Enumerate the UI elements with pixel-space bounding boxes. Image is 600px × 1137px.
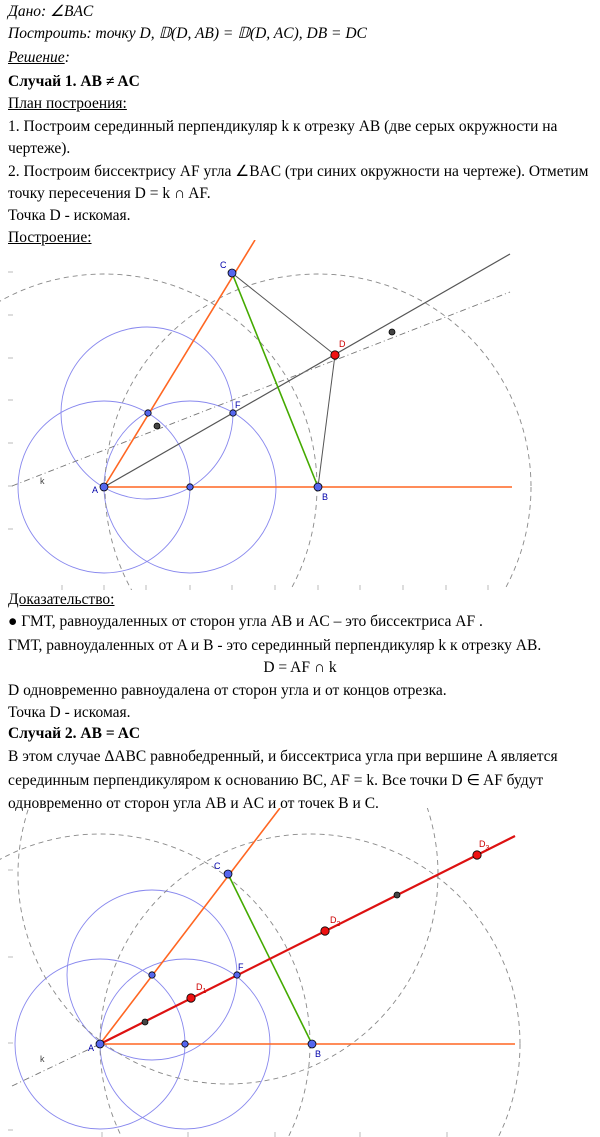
label-d3-sub: 3 — [485, 845, 490, 852]
point-a-1 — [100, 483, 108, 491]
label-d1-sub: 1 — [202, 988, 207, 995]
label-f-1: F — [235, 400, 241, 410]
point-d1-2 — [187, 994, 195, 1002]
solution-label: Решение — [8, 49, 65, 66]
point-c-2 — [224, 870, 232, 878]
point-mid-1 — [187, 484, 193, 490]
proof-line-3: D = AF ∩ k — [263, 659, 337, 676]
point-b-1 — [314, 483, 322, 491]
point-d-1 — [331, 351, 339, 359]
label-d2-main: D — [330, 915, 337, 925]
segment-cd-1 — [232, 273, 335, 355]
step1-line-b: чертеже). — [8, 140, 71, 157]
segment-cb-1 — [232, 273, 318, 487]
point-gray2-1 — [389, 329, 395, 335]
segment-db-1 — [318, 355, 335, 487]
case2-line-2: серединным перпендикуляром к основанию BC, AF = k. Все точки D ∈ AF будут — [8, 772, 544, 789]
construction-figure-2 — [0, 808, 600, 1137]
proof-line-5: Точка D - искомая. — [8, 704, 131, 721]
point-int-1 — [145, 410, 151, 416]
blue-circles-1 — [18, 327, 276, 573]
label-c-2: C — [214, 861, 221, 871]
point-d3-2 — [473, 851, 481, 859]
case1-title: Случай 1. AB ≠ AC — [8, 73, 140, 90]
points-1 — [100, 269, 395, 491]
plan-title: План построения: — [8, 95, 127, 112]
solution-line — [8, 48, 70, 68]
proof-line-4: D одновременно равноудалена от сторон угла и от концов отрезка. — [8, 682, 447, 699]
label-a-2: A — [88, 1043, 95, 1053]
step2-line-a: 2. Построим биссектрису AF угла ∠BAC (три синих окружности на чертеже). Отметим — [8, 163, 589, 180]
point-int-2 — [149, 972, 155, 978]
label-f-2: F — [238, 962, 244, 972]
grid-ticks-1 — [8, 272, 488, 590]
construction-figure-1 — [0, 240, 600, 590]
point-d-sought: Точка D - искомая. — [8, 207, 131, 224]
case2-line-1: В этом случае ΔABC равнобедренный, и биссектриса угла при вершине A является — [8, 748, 558, 765]
label-b-1: B — [322, 492, 329, 502]
gray-circles-1 — [0, 274, 531, 590]
label-d1-main: D — [196, 982, 203, 992]
point-b-2 — [308, 1040, 316, 1048]
point-d2-2 — [321, 927, 329, 935]
point-f-1 — [230, 410, 236, 416]
label-d2-sub: 2 — [336, 921, 341, 928]
label-k-1: k — [40, 476, 45, 486]
case2-title: Случай 2. AB = AC — [8, 725, 141, 742]
extension-line-2 — [12, 1044, 100, 1086]
point-gray2-2 — [394, 892, 400, 898]
bisector-line-1 — [104, 254, 510, 487]
construct-label: Построить — [8, 25, 87, 42]
label-d-1: D — [339, 339, 346, 349]
point-a-2 — [96, 1040, 104, 1048]
point-c-1 — [228, 269, 236, 277]
point-gray1-1 — [154, 423, 160, 429]
point-mid-2 — [182, 1041, 188, 1047]
proof-line-1: ● ГМТ, равноудаленных от сторон угла AB и AC – это биссектриса AF . — [8, 613, 483, 630]
label-b-2: B — [315, 1049, 322, 1059]
solution-colon: : — [64, 49, 70, 66]
construct-line — [8, 24, 367, 44]
gray-circles-2 — [0, 808, 520, 1137]
construct-text: : точку D, 𝔻(D, AB) = 𝔻(D, AC), DB = DC — [86, 25, 367, 42]
step1-line-a: 1. Построим серединный перпендикуляр k к отрезку AB (две серых окружности на — [8, 118, 558, 135]
label-d3-2 — [479, 839, 490, 852]
blue-circles-2 — [15, 890, 270, 1129]
point-gray1-2 — [142, 1019, 148, 1025]
step2-line-b: точку пересечения D = k ∩ AF. — [8, 185, 211, 202]
label-d3-main: D — [479, 839, 486, 849]
label-k-2: k — [40, 1054, 45, 1064]
label-a-1: A — [92, 485, 99, 495]
label-c-1: C — [220, 260, 227, 270]
proof-title: Доказательство: — [8, 591, 115, 608]
proof-line-2: ГМТ, равноудаленных от A и B - это серединный перпендикуляр k к отрезку AB. — [8, 637, 542, 654]
given-line: Дано: ∠BAC — [8, 3, 94, 20]
grid-ticks-2 — [8, 870, 447, 1137]
case2-line-3: одновременно от сторон угла AB и AC и от точек B и C. — [8, 795, 379, 812]
point-f-2 — [234, 972, 240, 978]
construction-title: Построение: — [8, 229, 92, 246]
perpendicular-k-1 — [12, 292, 510, 486]
